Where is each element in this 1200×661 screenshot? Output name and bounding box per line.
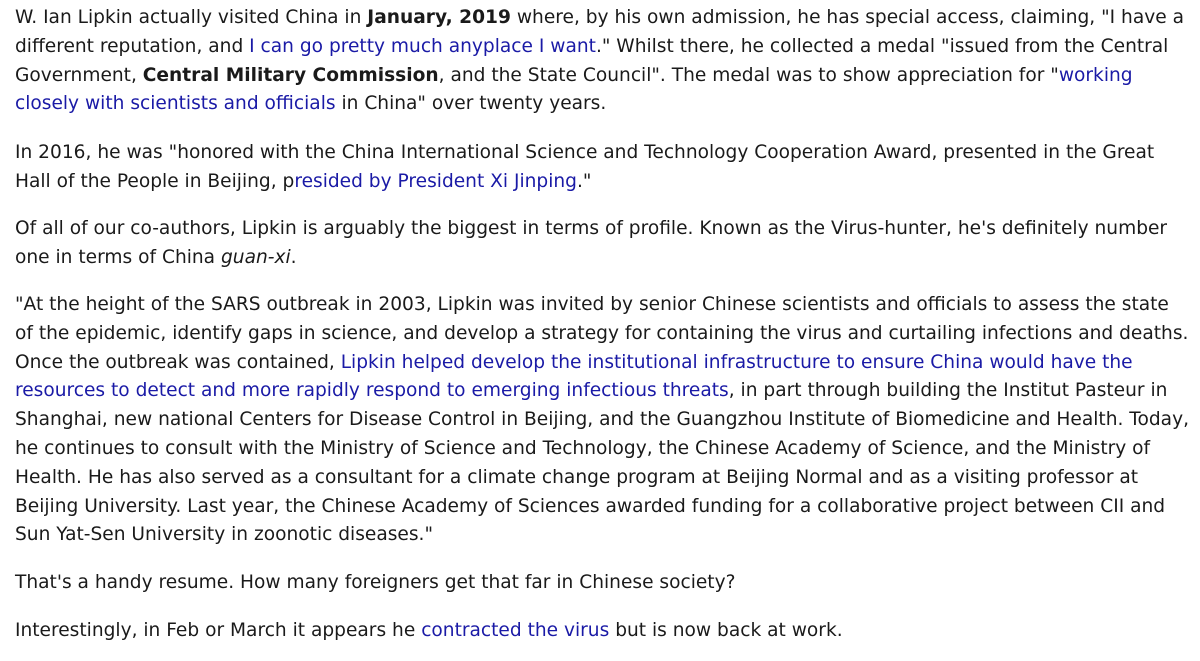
text: Interestingly, in Feb or March it appears he bbox=[15, 620, 422, 641]
paragraph-lipkin-visit bbox=[15, 4, 1185, 119]
text: "At the height of the SARS outbreak in 2003, Lipkin was invited by senior Chinese scientists and officials to assess the state of the epidemic, identify gaps in science, and develop a strategy for containing the virus and curtailing infections and deaths. Once the outbreak was contained, bbox=[15, 294, 1189, 373]
text: W. Ian Lipkin actually visited China in bbox=[15, 7, 368, 28]
paragraph-contracted-virus bbox=[15, 617, 1185, 646]
text: ." Whilst there, he collected a medal "issued from the Central Government, bbox=[15, 35, 1169, 86]
text: where, by his own admission, he has special access, claiming, "I have a different reputation, and bbox=[15, 7, 1184, 57]
paragraph-award-2016 bbox=[15, 139, 1185, 197]
paragraph-sars-quote bbox=[15, 291, 1190, 550]
text: That's a handy resume. How many foreigners get that far in Chinese society? bbox=[15, 572, 736, 593]
bold-date: January, 2019 bbox=[367, 7, 511, 28]
text: . bbox=[290, 246, 297, 268]
text: , in part through building the Institut Pasteur in Shanghai, new national Centers for Disease Control in Beijing, and the Guangzhou Institute of Biomedicine and Health. Today, he continues to consult with the Ministry of Science and Technology, the Chinese Academy of Science, and the Ministry of Health. He has also served as a consultant for a climate change program at Beijing Normal and as a visiting professor at Beijing University. Last year, the Chinese Academy of Sciences awarded funding for a collaborative project between CII and Sun Yat-Sen University in zoonotic diseases." bbox=[15, 380, 1189, 546]
italic-guan-xi: guan-xi bbox=[220, 246, 291, 268]
paragraph-handy-resume bbox=[15, 569, 1185, 598]
text: but is now back at work. bbox=[609, 620, 843, 641]
link-xi-jinping[interactable]: resided by President Xi Jinping bbox=[294, 170, 577, 192]
link-anyplace-quote[interactable]: I can go pretty much anyplace I want bbox=[249, 35, 596, 57]
link-working-closely[interactable]: working closely with scientists and officials bbox=[15, 64, 1133, 115]
link-contracted-the-virus[interactable]: contracted the virus bbox=[421, 620, 610, 641]
link-institutional-infrastructure[interactable]: Lipkin helped develop the institutional infrastructure to ensure China would have the resources to detect and more rapidly respond to emerging infectious threats bbox=[15, 351, 1133, 402]
bold-central-military-commission: Central Military Commission bbox=[142, 64, 439, 86]
text: in China" over twenty years. bbox=[335, 93, 607, 115]
paragraph-co-authors bbox=[15, 215, 1185, 273]
text: ." bbox=[576, 170, 592, 192]
text: Of all of our co-authors, Lipkin is arguably the biggest in terms of profile. Known as the Virus-hunter, he's definitely number one in terms of China bbox=[15, 218, 1168, 268]
text: , and the State Council". The medal was to show appreciation for " bbox=[438, 64, 1059, 86]
text: In 2016, he was "honored with the China International Science and Technology Cooperation Award, presented in the Great Hall of the People in Beijing, p bbox=[15, 142, 1155, 192]
